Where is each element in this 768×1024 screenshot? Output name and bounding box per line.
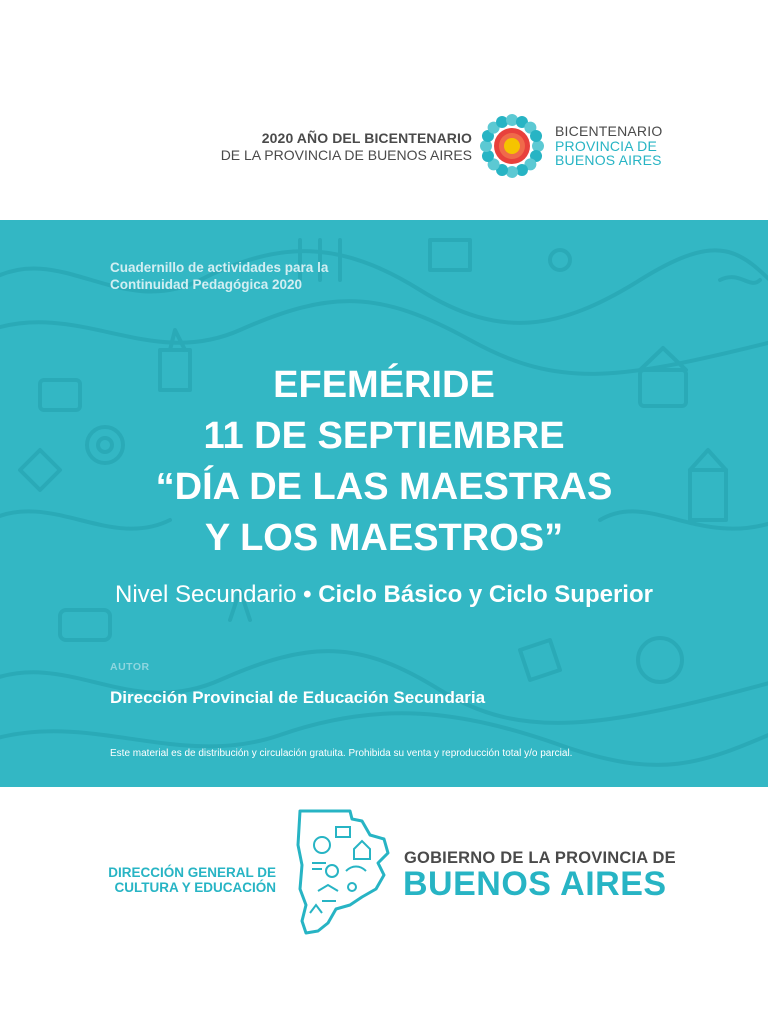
flower-petal xyxy=(506,166,518,178)
flower-petal xyxy=(482,150,494,162)
dgce-line-1: DIRECCIÓN GENERAL DE xyxy=(108,865,276,880)
dgce-line-2: CULTURA Y EDUCACIÓN xyxy=(114,880,276,895)
level-nivel: Nivel Secundario xyxy=(115,581,297,608)
bicentenario-year-text xyxy=(221,130,472,164)
bicentenario-right-line-3: BUENOS AIRES xyxy=(555,152,662,168)
bicentenario-flower-icon xyxy=(478,112,546,180)
autor-name: Dirección Provincial de Educación Secundaria xyxy=(110,688,486,707)
education-level xyxy=(60,578,708,611)
buenos-aires-province-map-icon xyxy=(292,805,394,937)
cuadernillo-subtitle xyxy=(110,259,328,293)
level-ciclo: Ciclo Básico y Ciclo Superior xyxy=(318,581,653,608)
flower-petal xyxy=(516,164,528,176)
autor-label: AUTOR xyxy=(110,661,150,673)
level-bullet: • xyxy=(303,581,312,608)
flower-petal xyxy=(480,140,492,152)
flower-petal xyxy=(530,130,542,142)
bicentenario-right-line-2: PROVINCIA DE xyxy=(555,137,657,154)
flower-petal xyxy=(532,140,544,152)
distribution-disclaimer: Este material es de distribución y circulación gratuita. Prohibida su venta y reproducción total y/o parcial. xyxy=(110,748,573,759)
cover-band xyxy=(0,220,768,787)
bicentenario-line-2: DE LA PROVINCIA DE BUENOS AIRES xyxy=(220,147,472,163)
gobierno-provincia-text: GOBIERNO DE LA PROVINCIA DE xyxy=(404,849,676,867)
title-line-3: “DÍA DE LAS MAESTRAS xyxy=(155,466,613,508)
header-bicentenario xyxy=(0,0,768,220)
footer-logos xyxy=(0,787,768,1024)
flower-petal xyxy=(496,116,508,128)
subtitle-line-1: Cuadernillo de actividades para la xyxy=(110,260,329,275)
title-line-4: Y LOS MAESTROS” xyxy=(204,517,564,559)
cover-title xyxy=(0,360,768,564)
bicentenario-right-line-1: BICENTENARIO xyxy=(555,123,663,139)
flower-petal xyxy=(506,114,518,126)
title-line-2: 11 DE SEPTIEMBRE xyxy=(203,415,565,457)
bicentenario-provincia-text xyxy=(555,124,662,168)
buenos-aires-text: BUENOS AIRES xyxy=(403,865,667,903)
title-line-1: EFEMÉRIDE xyxy=(273,364,495,406)
subtitle-line-2: Continuidad Pedagógica 2020 xyxy=(110,277,303,292)
bicentenario-line-1: 2020 AÑO DEL BICENTENARIO xyxy=(261,130,472,146)
dgce-logo-text xyxy=(100,865,276,895)
